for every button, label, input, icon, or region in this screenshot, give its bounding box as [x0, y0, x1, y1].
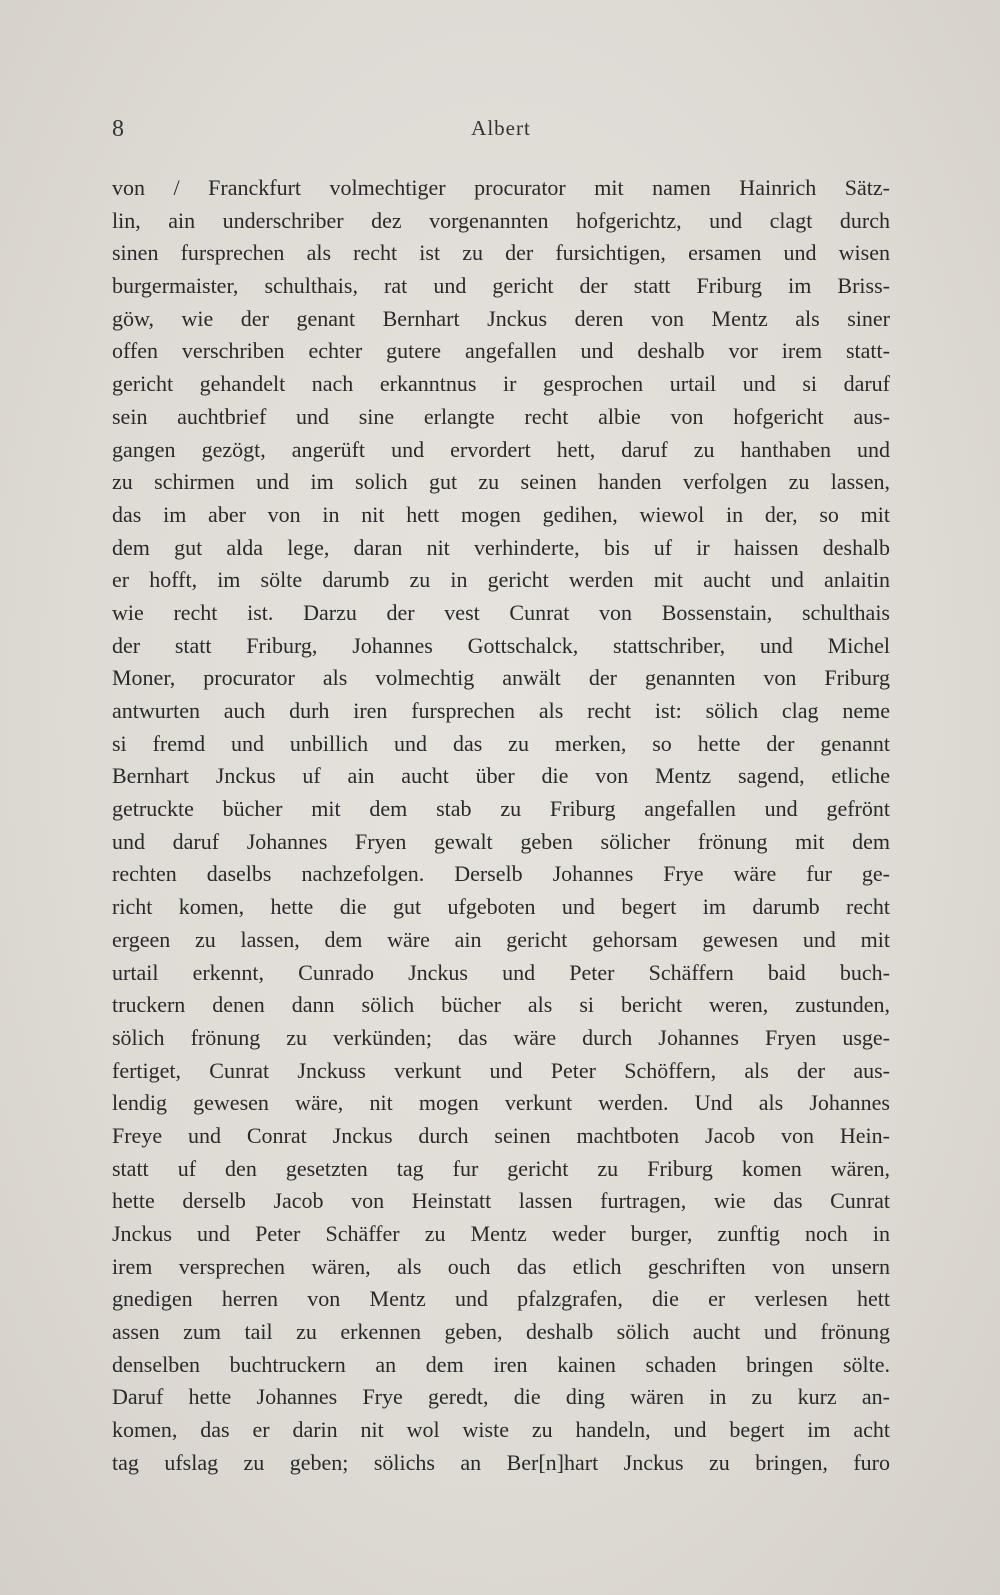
text-line: der statt Friburg, Johannes Gottschalck, stattschriber, und Michel — [112, 632, 890, 658]
text-line: Jnckus und Peter Schäffer zu Mentz weder burger, zunftig noch in — [112, 1221, 890, 1246]
text-line: si fremd und unbillich und das zu merken, so hette der genannt — [112, 730, 890, 756]
text-line: von / Franckfurt volmechtiger procurator mit namen Hainrich Sätz- — [112, 175, 890, 200]
text-line: lin, ain underschriber dez vorgenannten hofgerichtz, und clagt durch — [112, 207, 890, 233]
text-line: statt uf den gesetzten tag fur gericht zu Friburg komen wären, — [112, 1155, 890, 1181]
text-line: zu schirmen und im solich gut zu seinen handen verfolgen zu lassen, — [112, 469, 890, 495]
text-line: truckern denen dann sölich bücher als si bericht weren, zustunden, — [112, 992, 890, 1018]
text-line: Moner, procurator als volmechtig anwält der genannten von Friburg — [112, 665, 890, 691]
text-line: Freye und Conrat Jnckus durch seinen machtboten Jacob von Hein- — [112, 1122, 890, 1148]
text-line: antwurten auch durh iren fursprechen als recht ist: sölich clag neme — [112, 698, 890, 723]
page-number: 8 — [112, 116, 124, 142]
text-line: göw, wie der genant Bernhart Jnckus deren von Mentz als siner — [112, 305, 890, 331]
text-line: lendig gewesen wäre, nit mogen verkunt werden. Und als Johannes — [112, 1090, 890, 1116]
text-line: richt komen, hette die gut ufgeboten und begert im darumb recht — [112, 894, 890, 920]
text-line: und daruf Johannes Fryen gewalt geben sölicher frönung mit dem — [112, 828, 890, 854]
text-line: assen zum tail zu erkennen geben, deshalb sölich aucht und frönung — [112, 1319, 890, 1345]
text-line: sinen fursprechen als recht ist zu der fursichtigen, ersamen und wisen — [112, 240, 890, 266]
text-line: hette derselb Jacob von Heinstatt lassen furtragen, wie das Cunrat — [112, 1188, 890, 1214]
text-line: gericht gehandelt nach erkanntnus ir gesprochen urtail und si daruf — [112, 371, 890, 397]
text-line: urtail erkennt, Cunrado Jnckus und Peter Schäffern baid buch- — [112, 959, 890, 985]
text-line: denselben buchtruckern an dem iren kainen schaden bringen sölte. — [112, 1351, 890, 1377]
text-line: tag ufslag zu geben; sölichs an Ber[n]hart Jnckus zu bringen, furo — [112, 1449, 890, 1475]
running-head: Albert — [471, 116, 531, 140]
text-line: komen, das er darin nit wol wiste zu handeln, und begert im acht — [112, 1417, 890, 1443]
text-line: gangen gezögt, angerüft und ervordert hett, daruf zu hanthaben und — [112, 436, 890, 462]
text-line: fertiget, Cunrat Jnckuss verkunt und Peter Schöffern, als der aus- — [112, 1057, 890, 1083]
text-line: sölich frönung zu verkünden; das wäre durch Johannes Fryen usge- — [112, 1024, 890, 1050]
text-line: er hofft, im sölte darumb zu in gericht werden mit aucht und anlaitin — [112, 567, 890, 593]
text-line: sein auchtbrief und sine erlangte recht albie von hofgericht aus- — [112, 403, 890, 429]
text-line: getruckte bücher mit dem stab zu Friburg angefallen und gefrönt — [112, 796, 890, 822]
text-line: gnedigen herren von Mentz und pfalzgrafen, die er verlesen hett — [112, 1286, 890, 1312]
text-line: Bernhart Jnckus uf ain aucht über die von Mentz sagend, etliche — [112, 763, 890, 789]
text-line: das im aber von in nit hett mogen gedihen, wiewol in der, so mit — [112, 501, 890, 527]
text-line: ergeen zu lassen, dem wäre ain gericht gehorsam gewesen und mit — [112, 926, 890, 952]
text-line: dem gut alda lege, daran nit verhinderte, bis uf ir haissen deshalb — [112, 534, 890, 560]
text-line: rechten daselbs nachzefolgen. Derselb Johannes Frye wäre fur ge- — [112, 861, 890, 887]
page-header — [112, 116, 890, 150]
text-line: wie recht ist. Darzu der vest Cunrat von Bossenstain, schulthais — [112, 599, 890, 625]
text-line: burgermaister, schulthais, rat und gericht der statt Friburg im Briss- — [112, 273, 890, 299]
text-line: offen verschriben echter gutere angefallen und deshalb vor irem statt- — [112, 338, 890, 364]
text-line: Daruf hette Johannes Frye geredt, die ding wären in zu kurz an- — [112, 1384, 890, 1410]
body-text — [112, 172, 890, 1480]
text-line: irem versprechen wären, als ouch das etlich geschriften von unsern — [112, 1253, 890, 1279]
